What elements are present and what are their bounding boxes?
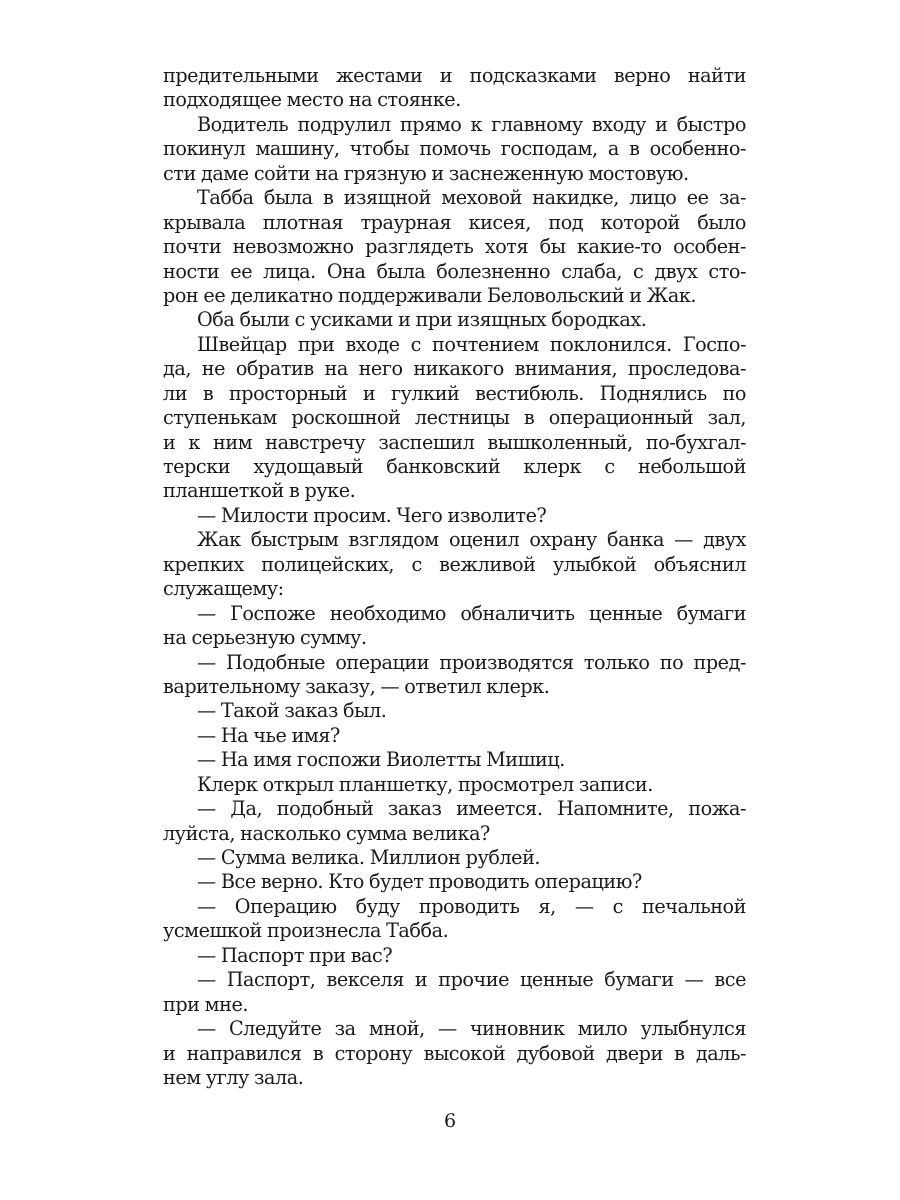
text-line: луйста, насколько сумма велика? xyxy=(163,821,490,845)
text-line: крывала плотная траурная кисея, под которой было xyxy=(163,210,746,234)
text-line: Табба была в изящной меховой накидке, лицо ее за- xyxy=(197,186,746,210)
text-line: крепких полицейских, с вежливой улыбкой объяснил xyxy=(163,552,746,576)
text-line: Клерк открыл планшетку, просмотрел записи. xyxy=(197,772,653,796)
text-line: терски худощавый банковский клерк с небольшой xyxy=(163,455,746,478)
text-line: — Госпоже необходимо обналичить ценные бумаги xyxy=(197,601,746,625)
text-line: — Милости просим. Чего изволите? xyxy=(197,503,547,527)
text-line: варительному заказу, — ответил клерк. xyxy=(163,674,550,698)
text-line: подходящее место на стоянке. xyxy=(163,88,461,112)
text-line: — Сумма велика. Миллион рублей. xyxy=(197,846,541,869)
book-page-text xyxy=(163,64,746,1090)
text-line: — Подобные операции производятся только по пред- xyxy=(197,650,746,674)
text-line: — На имя госпожи Виолетты Мишиц. xyxy=(197,748,565,772)
text-line: — Паспорт, векселя и прочие ценные бумаги — все xyxy=(197,968,746,992)
text-line: — Следуйте за мной, — чиновник мило улыбнулся xyxy=(197,1017,746,1041)
text-line: Оба были с усиками и при изящных бородках. xyxy=(197,308,647,332)
text-line: служащему: xyxy=(163,577,284,601)
text-line: Жак быстрым взглядом оценил охрану банка — двух xyxy=(197,528,746,552)
text-line: на серьезную сумму. xyxy=(163,626,367,650)
text-line: Швейцар при входе с почтением поклонился. Госпо- xyxy=(197,332,746,356)
text-line: — Все верно. Кто будет проводить операцию? xyxy=(197,870,642,894)
text-line: нем углу зала. xyxy=(163,1065,304,1089)
text-line: и направился в сторону высокой дубовой двери в даль- xyxy=(163,1041,746,1065)
text-line: — Операцию буду проводить я, — с печальной xyxy=(197,894,746,918)
text-line: Водитель подрулил прямо к главному входу и быстро xyxy=(197,112,746,136)
text-line: да, не обратив на него никакого внимания, проследова- xyxy=(163,357,746,381)
page-number: 6 xyxy=(443,1110,457,1132)
text-line: и к ним навстречу заспешил вышколенный, по-бухгал- xyxy=(163,430,746,454)
text-line: — Паспорт при вас? xyxy=(197,943,393,967)
text-line: ли в просторный и гулкий вестибюль. Поднялись по xyxy=(163,381,746,405)
text-line: планшеткой в руке. xyxy=(163,479,356,503)
text-line: усмешкой произнесла Табба. xyxy=(163,919,449,943)
text-line: ности ее лица. Она была болезненно слаба, с двух сто- xyxy=(163,259,746,283)
text-line: покинул машину, чтобы помочь господам, а в особенно- xyxy=(163,137,746,161)
text-line: сти даме сойти на грязную и заснеженную мостовую. xyxy=(163,161,689,185)
text-line: при мне. xyxy=(163,992,249,1016)
text-line: — На чье имя? xyxy=(197,723,340,747)
text-line: ступенькам роскошной лестницы в операционный зал, xyxy=(163,406,746,430)
text-line: предительными жестами и подсказками верно найти xyxy=(163,64,746,87)
text-line: почти невозможно разглядеть хотя бы какие-то особен- xyxy=(163,235,746,259)
text-line: — Такой заказ был. xyxy=(197,699,387,723)
text-line: — Да, подобный заказ имеется. Напомните, пожа- xyxy=(197,797,746,821)
text-line: рон ее деликатно поддерживали Беловольский и Жак. xyxy=(163,283,697,307)
